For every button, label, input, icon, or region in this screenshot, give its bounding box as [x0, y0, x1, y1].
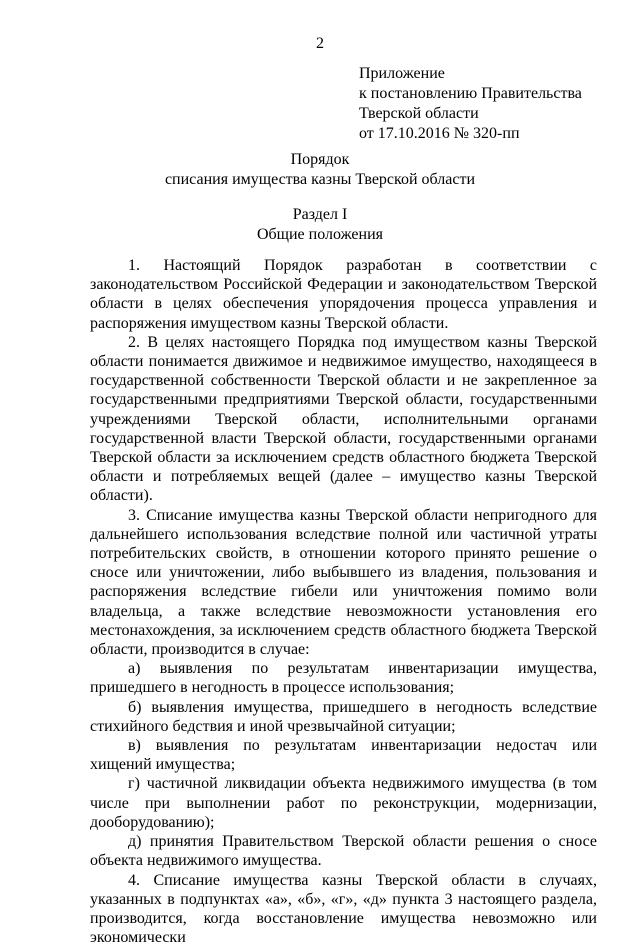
paragraph-4: 4. Списание имущества казны Тверской области в случаях, указанных в подпунктах «а», «б», «г», «д» пункта 3 настоящего раздела, производится, когда восстановление имущества невозможно или экономически: [90, 871, 597, 947]
annex-line-date: от 17.10.2016 № 320-пп: [359, 124, 629, 144]
annex-line-resolution: к постановлению Правительства: [359, 84, 629, 104]
annex-line-title: Приложение: [359, 64, 629, 84]
section-name: Общие положения: [0, 225, 640, 245]
title-line-1: Порядок: [0, 150, 640, 170]
paragraph-3a: а) выявления по результатам инвентаризации имущества, пришедшего в негодность в процессе использования;: [90, 659, 597, 697]
paragraph-2: 2. В целях настоящего Порядка под имуществом казны Тверской области понимается движимое и недвижимое имущество, находящееся в государственной собственности Тверской области и не закрепленное за государственными предприятиями Тверской области, государственными учреждениями Тверской области, исполнительными органами государственной власти Тверской области, государственными органами Тверской области за исключением средств областного бюджета Тверской области и потребляемых вещей (далее – имущество казны Тверской области).: [90, 333, 597, 506]
section-heading: [0, 205, 640, 245]
paragraph-1: 1. Настоящий Порядок разработан в соответствии с законодательством Российской Федерации и законодательством Тверской области в целях обеспечения упорядочения процесса управления и распоряжения имуществом казны Тверской области.: [90, 256, 597, 333]
paragraph-3b: б) выявления имущества, пришедшего в негодность вследствие стихийного бедствия и иной чрезвычайной ситуации;: [90, 698, 597, 736]
paragraph-3g: г) частичной ликвидации объекта недвижимого имущества (в том числе при выполнении работ по реконструкции, модернизации, дооборудованию);: [90, 774, 597, 832]
paragraph-3d: д) принятия Правительством Тверской области решения о сносе объекта недвижимого имущества.: [90, 832, 597, 870]
section-number: Раздел I: [0, 205, 640, 225]
document-body: [90, 256, 597, 947]
page-number: 2: [0, 34, 640, 54]
title-line-2: списания имущества казны Тверской области: [0, 170, 640, 190]
document-title: [0, 150, 640, 190]
annex-header: [359, 64, 629, 144]
annex-line-region: Тверской области: [359, 104, 629, 124]
paragraph-3: 3. Списание имущества казны Тверской области непригодного для дальнейшего использования вследствие полной или частичной утраты потребительских свойств, в отношении которого принято решение о сносе или уничтожении, либо выбывшего из владения, пользования и распоряжения вследствие гибели или уничтожения помимо воли владельца, а также вследствие невозможности установления его местонахождения, за исключением средств областного бюджета Тверской области, производится в случае:: [90, 506, 597, 660]
paragraph-3v: в) выявления по результатам инвентаризации недостач или хищений имущества;: [90, 736, 597, 774]
